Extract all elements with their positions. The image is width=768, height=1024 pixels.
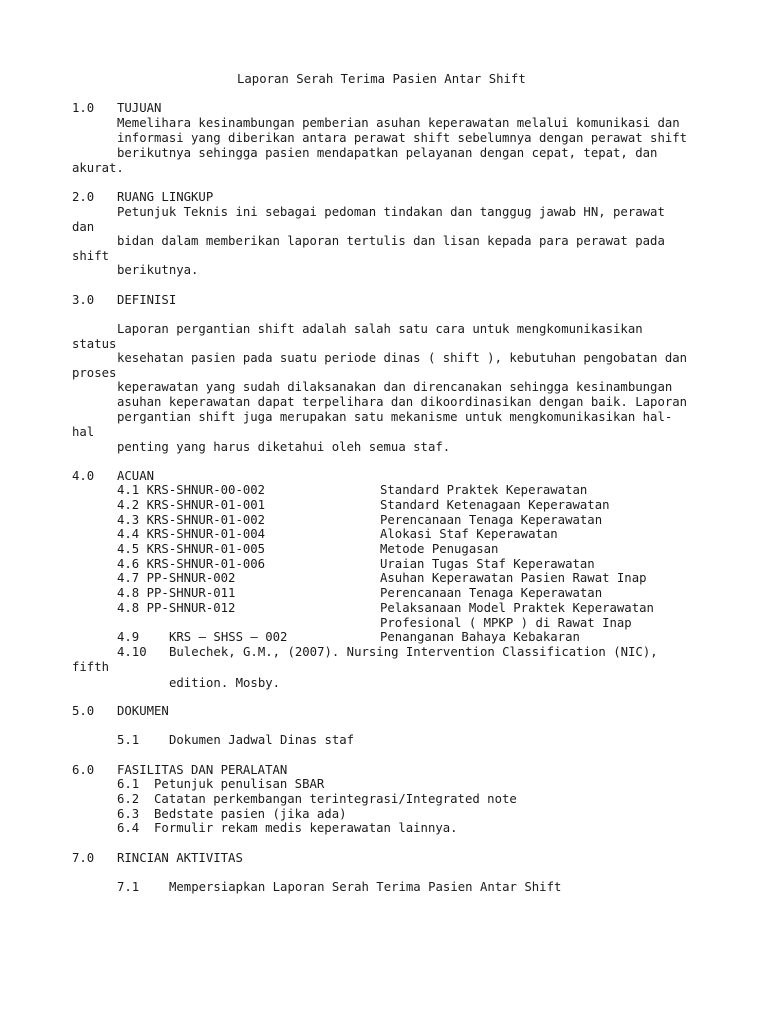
paragraph-line: Petunjuk Teknis ini sebagai pedoman tindakan dan tanggug jawab HN, perawat (117, 205, 665, 219)
section-heading: TUJUAN (117, 101, 162, 115)
reference-number: 4.10 (117, 645, 147, 659)
reference-code: 4.4 KRS-SHNUR-01-004 (117, 527, 266, 541)
reference-code: 4.5 KRS-SHNUR-01-005 (117, 542, 266, 556)
paragraph-line: status (72, 337, 117, 351)
reference-title: Standard Praktek Keperawatan (380, 483, 588, 497)
reference-title: Perencanaan Tenaga Keperawatan (380, 586, 603, 600)
list-item: 6.2 Catatan perkembangan terintegrasi/Integrated note (117, 792, 517, 806)
paragraph-line: keperawatan yang sudah dilaksanakan dan direncanakan sehingga kesinambungan (117, 380, 673, 394)
section-number: 6.0 (72, 763, 95, 777)
list-item: 6.3 Bedstate pasien (jika ada) (117, 807, 347, 821)
paragraph-line: akurat. (72, 161, 124, 175)
section-heading: ACUAN (117, 469, 155, 483)
item-text: Mempersiapkan Laporan Serah Terima Pasien Antar Shift (169, 880, 562, 894)
reference-title: Perencanaan Tenaga Keperawatan (380, 513, 603, 527)
section-heading: RINCIAN AKTIVITAS (117, 851, 243, 865)
section-heading: DEFINISI (117, 293, 177, 307)
section-number: 5.0 (72, 704, 95, 718)
item-text: Dokumen Jadwal Dinas staf (169, 733, 355, 747)
reference-citation: Bulechek, G.M., (2007). Nursing Intervention Classification (NIC), (169, 645, 658, 659)
list-item: 6.1 Petunjuk penulisan SBAR (117, 777, 325, 791)
reference-code: 4.2 KRS-SHNUR-01-001 (117, 498, 266, 512)
reference-citation-wrap: fifth (72, 660, 110, 674)
section-heading: FASILITAS DAN PERALATAN (117, 763, 288, 777)
paragraph-line: asuhan keperawatan dapat terpelihara dan dikoordinasikan dengan baik. Laporan (117, 395, 688, 409)
paragraph-line: Memelihara kesinambungan pemberian asuhan keperawatan melalui komunikasi dan (117, 116, 680, 130)
section-number: 2.0 (72, 190, 95, 204)
reference-title: Metode Penugasan (380, 542, 499, 556)
reference-code: KRS – SHSS – 002 (169, 630, 288, 644)
reference-code: 4.6 KRS-SHNUR-01-006 (117, 557, 266, 571)
reference-citation-continued: edition. Mosby. (169, 676, 281, 690)
paragraph-line: kesehatan pasien pada suatu periode dinas ( shift ), kebutuhan pengobatan dan (117, 351, 688, 365)
reference-code: 4.8 PP-SHNUR-011 (117, 586, 236, 600)
reference-title: Asuhan Keperawatan Pasien Rawat Inap (380, 571, 647, 585)
reference-code: 4.8 PP-SHNUR-012 (117, 601, 236, 615)
section-number: 4.0 (72, 469, 95, 483)
reference-title: Pelaksanaan Model Praktek Keperawatan (380, 601, 654, 615)
paragraph-line: proses (72, 366, 117, 380)
reference-title: Penanganan Bahaya Kebakaran (380, 630, 580, 644)
reference-number: 4.9 (117, 630, 140, 644)
reference-code: 4.7 PP-SHNUR-002 (117, 571, 236, 585)
paragraph-line: pergantian shift juga merupakan satu mekanisme untuk mengkomunikasikan hal- (117, 410, 673, 424)
paragraph-line: informasi yang diberikan antara perawat shift sebelumnya dengan perawat shift (117, 131, 688, 145)
paragraph-line: berikutnya. (117, 263, 199, 277)
reference-title: Standard Ketenagaan Keperawatan (380, 498, 610, 512)
paragraph-line: bidan dalam memberikan laporan tertulis dan lisan kepada para perawat pada (117, 234, 665, 248)
paragraph-line: shift (72, 249, 110, 263)
paragraph-line: penting yang harus diketahui oleh semua staf. (117, 440, 451, 454)
paragraph-line: berikutnya sehingga pasien mendapatkan pelayanan dengan cepat, tepat, dan (117, 146, 658, 160)
list-item: 6.4 Formulir rekam medis keperawatan lainnya. (117, 821, 458, 835)
section-heading: DOKUMEN (117, 704, 169, 718)
section-number: 7.0 (72, 851, 95, 865)
paragraph-line: hal (72, 425, 95, 439)
section-number: 1.0 (72, 101, 95, 115)
paragraph-line: dan (72, 220, 95, 234)
document-title: Laporan Serah Terima Pasien Antar Shift (237, 72, 526, 86)
paragraph-line: Laporan pergantian shift adalah salah satu cara untuk mengkomunikasikan (117, 322, 643, 336)
section-heading: RUANG LINGKUP (117, 190, 214, 204)
item-number: 5.1 (117, 733, 140, 747)
reference-code: 4.1 KRS-SHNUR-00-002 (117, 483, 266, 497)
section-number: 3.0 (72, 293, 95, 307)
reference-title-continued: Profesional ( MPKP ) di Rawat Inap (380, 616, 632, 630)
reference-title: Alokasi Staf Keperawatan (380, 527, 558, 541)
item-number: 7.1 (117, 880, 140, 894)
reference-code: 4.3 KRS-SHNUR-01-002 (117, 513, 266, 527)
reference-title: Uraian Tugas Staf Keperawatan (380, 557, 595, 571)
